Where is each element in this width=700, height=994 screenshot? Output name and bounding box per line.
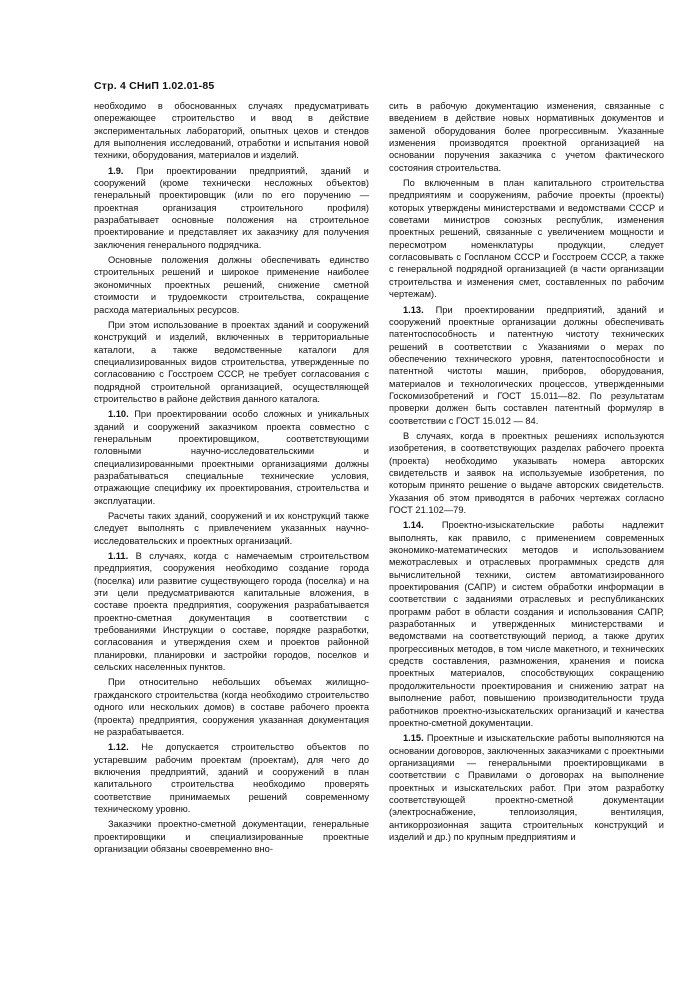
paragraph-text: При проектировании особо сложных и уникальных зданий и сооружений заказчиком проекта совместно с генеральным проектировщиком, соответствующими головными научно-исследовательскими и специализированными проектными организациями должны разрабатываться специальные технические условия, отражающие специфику их проектирования, строительства и эксплуатации. <box>94 409 369 506</box>
clause-number: 1.11. <box>108 551 129 562</box>
clause-number: 1.10. <box>108 409 129 420</box>
paragraph <box>389 732 664 843</box>
paragraph-text: сить в рабочую документацию изменения, связанные с введением в действие новых нормативных документов и заменой оборудования более прогрессивным. Указанные изменения производятся проектной организацией на основании поручения заказчика с учетом фактического состояния строительства. <box>389 101 664 173</box>
paragraph-text: Не допускается строительство объектов по устаревшим рабочим проектам (проектам), для чего до включения предприятий, зданий и сооружений в план капитального строительства необходимо проверять соответствие принимаемых решений современному техническому уровню. <box>94 742 369 814</box>
paragraph <box>94 741 369 815</box>
paragraph <box>389 430 664 516</box>
paragraph-text: При относительно небольших объемах жилищно-гражданского строительства (когда необходимо строительство одного или нескольких домов) в составе рабочего проекта (проекта) предприятия, сооружения указанная документация не разрабатывается. <box>94 677 369 737</box>
paragraph <box>389 177 664 300</box>
paragraph <box>94 319 369 405</box>
paragraph <box>94 408 369 507</box>
paragraph <box>94 510 369 547</box>
left-column <box>94 100 369 858</box>
paragraph-text: В случаях, когда с намечаемым строительством предприятия, сооружения необходимо создание города (поселка) или развитие существующего города (поселка) и на эти цели предусматриваются капитальные вложения, в составе проекта предприятия, сооружения разрабатывается проектно-сметная документация в соответствии с требованиями Инструкции о составе, порядке разработки, согласования и утверждения схем и проектов районной планировки, планировки и застройки городов, поселков и сельских населенных пунктов. <box>94 551 369 673</box>
clause-number: 1.12. <box>108 742 129 753</box>
paragraph <box>389 100 664 174</box>
right-column <box>389 100 664 846</box>
clause-number: 1.13. <box>403 304 424 315</box>
paragraph <box>94 100 369 162</box>
paragraph-text: По включенным в план капитального строительства предприятиям и сооружениям, рабочие проекты (проекты) которых утверждены министерствами и ведомствами СССР и советами министров союзных республик, изменения проектных решений, связанные с увеличением мощности и пересмотром номенклатуры продукции, следует согласовывать с Госпланом СССР и Госстроем СССР, а также с генеральной подрядной организацией (в части организации строительства и изменения смет, составленных по рабочим чертежам). <box>389 178 664 300</box>
paragraph-text: Заказчики проектно-сметной документации, генеральные проектировщики и специализированные проектные организации обязаны своевременно вно- <box>94 819 369 854</box>
paragraph <box>389 304 664 427</box>
paragraph <box>94 818 369 855</box>
page-header: Стр. 4 СНиП 1.02.01-85 <box>94 80 215 92</box>
paragraph-text: При проектировании предприятий, зданий и сооружений проектные организации должны обеспечивать патентоспособность и патентную чистоту технических решений в соответствии с Указаниями о мерах по обеспечению технического уровня, патентоспособности и патентной чистоты машин, приборов, оборудования, материалов и технологических процессов, утвержденными Госкомизобретений и ГОСТ 15.011—82. По результатам проверки должен быть составлен патентный формуляр в соответствии с ГОСТ 15.012 — 84. <box>389 304 664 426</box>
clause-number: 1.9. <box>108 165 124 176</box>
paragraph <box>94 676 369 738</box>
paragraph-text: При проектировании предприятий, зданий и сооружений (кроме технически несложных объектов) генеральный проектировщик (или по его поручению — проектная организация строительного профиля) разрабатывает основные положения на строительное проектирование и представляет их заказчику для получения заключения генерального подрядчика. <box>94 165 369 250</box>
paragraph-text: При этом использование в проектах зданий и сооружений конструкций и изделий, включенных в территориальные каталоги, а также ведомственные каталоги для специализированных видов строительства, утвержденные по согласованию с Госстроем СССР, не требует согласования с подрядной строительной организацией, осуществляющей строительство в районе действия данного каталога. <box>94 319 369 404</box>
clause-number: 1.14. <box>403 520 424 531</box>
paragraph <box>94 165 369 251</box>
clause-number: 1.15. <box>403 733 424 744</box>
paragraph-text: Проектные и изыскательские работы выполняются на основании договоров, заключенных заказчиками с проектными организациями — генеральными проектировщиками в соответствии с Правилами о договорах на выполнение проектных и изыскательских работ. При этом разработку соответствующей проектно-сметной документации (электроснабжение, теплоизоляция, вентиляция, антикоррозионная защита строительных конструкций и изделий и др.) по крупным предприятиям и <box>389 733 664 842</box>
paragraph-text: В случаях, когда в проектных решениях используются изобретения, в соответствующих разделах рабочего проекта (проекта) необходимо указывать номера авторских свидетельств и заявок на используемые изобретения, по которым принято решение о выдаче авторских свидетельств. Указания об этом приводятся в рабочих чертежах согласно ГОСТ 21.102—79. <box>389 430 664 515</box>
paragraph <box>94 550 369 673</box>
paragraph-text: Расчеты таких зданий, сооружений и их конструкций также следует выполнять с привлечением указанных научно-исследовательских и проектных организаций. <box>94 511 369 546</box>
paragraph <box>94 254 369 316</box>
paragraph <box>389 519 664 729</box>
paragraph-text: Основные положения должны обеспечивать единство строительных решений и широкое применение наиболее экономичных проектных решений, снижение сметной стоимости и трудоемкости строительства, сокращение расхода материальных ресурсов. <box>94 255 369 315</box>
paragraph-text: необходимо в обоснованных случаях предусматривать опережающее строительство и ввод в действие экспериментальных лабораторий, опытных цехов и стендов для выполнения исследований, отработки и испытания новой техники, оборудования, материалов и изделий. <box>94 101 369 161</box>
paragraph-text: Проектно-изыскательские работы надлежит выполнять, как правило, с применением современных экономико-математических методов и использованием межотраслевых и отраслевых программных средств для вычислительной техники, систем автоматизированного проектирования (САПР) и систем обработки информации в соответствии с заданиями отраслевых и республиканских программ работ в области создания и использования САПР, разработанных и утвержденных министерствами и ведомствами на соответствующий период, а также других прогрессивных методов, в том числе макетного, и технических средств составления, размножения, хранения и поиска проектных материалов, способствующих сокращению продолжительности проектирования и снижению затрат на выполнение работ, повышению производительности труда работников проектно-изыскательских организаций и качества проектно-сметной документации. <box>389 520 664 728</box>
